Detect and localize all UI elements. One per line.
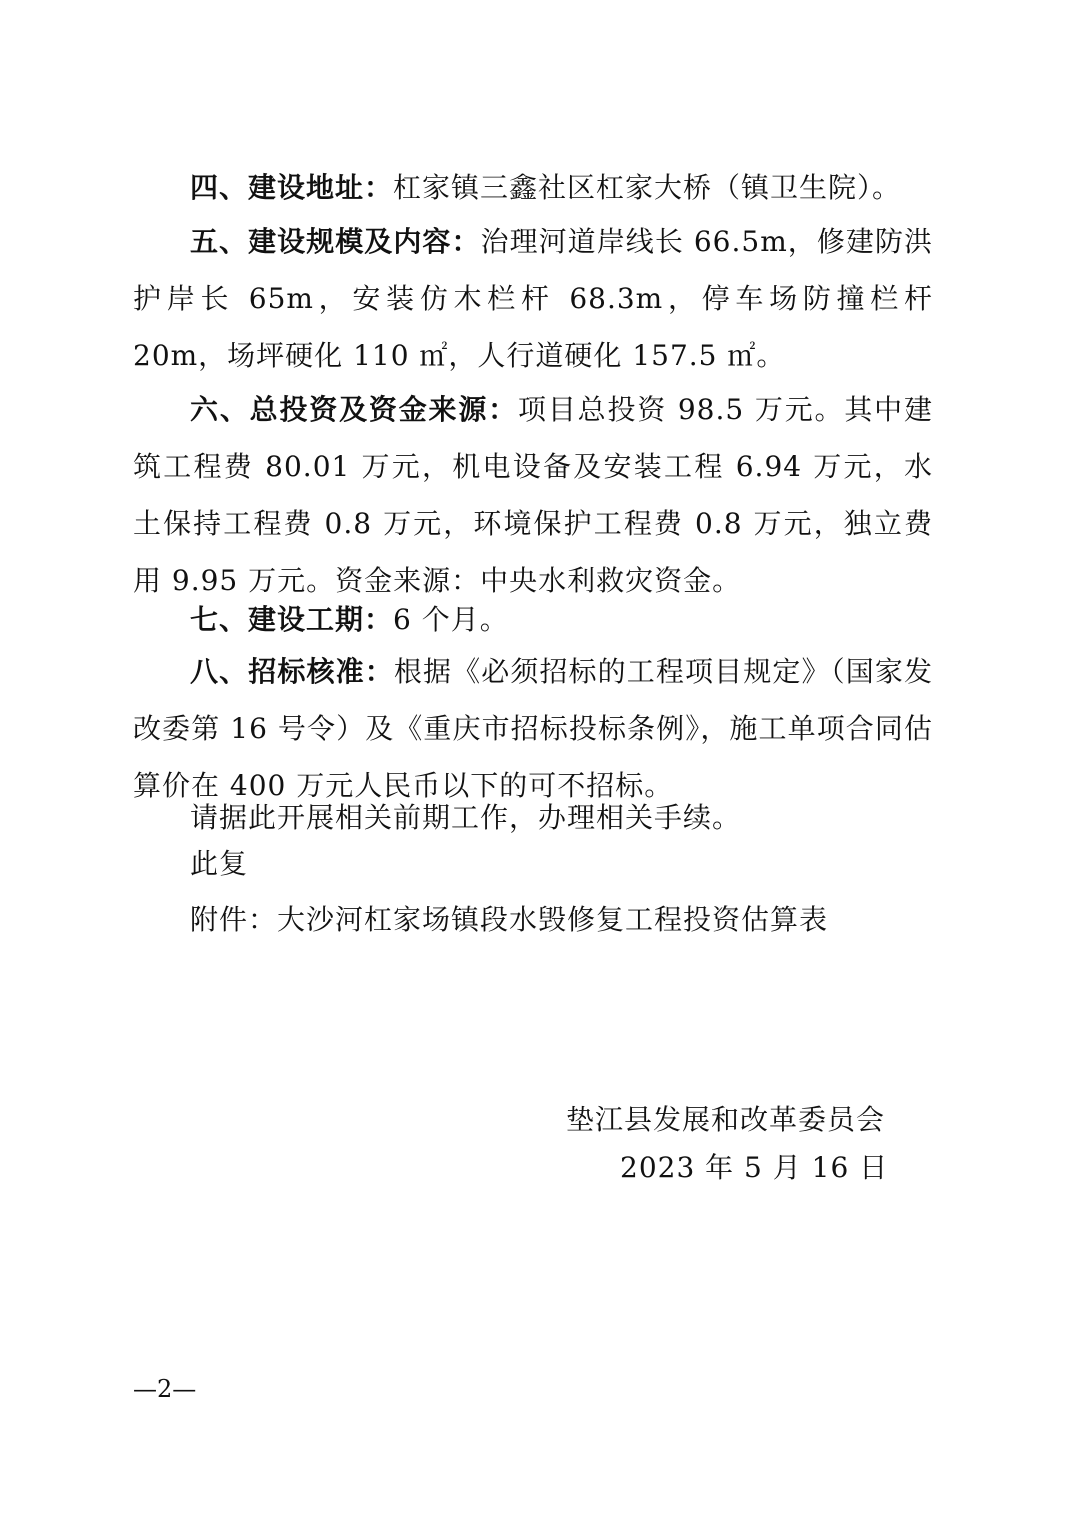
- section-construction-address: [133, 159, 933, 216]
- section-text: 治理河道岸线长 66.5m，修建防洪护岸长 65m，安装仿木栏杆 68.3m，停车场防撞栏杆 20m，场坪硬化 110 ㎡，人行道硬化 157.5 ㎡。: [133, 225, 933, 372]
- section-heading: 六、总投资及资金来源：: [190, 393, 519, 426]
- section-heading: 四、建设地址：: [190, 171, 394, 204]
- section-heading: 八、招标核准：: [190, 655, 394, 688]
- section-text: 根据《必须招标的工程项目规定》（国家发改委第 16 号令）及《重庆市招标投标条例》，施工单项合同估算价在 400 万元人民币以下的可不招标。: [133, 655, 933, 802]
- section-text: 杠家镇三鑫社区杠家大桥（镇卫生院）。: [393, 171, 902, 204]
- section-heading: 五、建设规模及内容：: [190, 225, 481, 258]
- attachment-text: 附件：大沙河杠家场镇段水毁修复工程投资估算表: [190, 903, 829, 936]
- signature-date: 2023 年 5 月 16 日: [620, 1151, 889, 1184]
- section-construction-period: [133, 591, 933, 648]
- funding-source: 资金来源：中央水利救灾资金。: [335, 564, 742, 597]
- section-heading: 七、建设工期：: [190, 603, 394, 636]
- section-text: 项目总投资 98.5 万元。其中建筑工程费 80.01 万元，机电设备及安装工程 6.94 万元，水土保持工程费 0.8 万元，环境保护工程费 0.8 万元，独立费用 9.95 万元。: [133, 393, 933, 597]
- reply-text: 此复: [190, 847, 249, 880]
- section-text: 6 个月。: [393, 603, 509, 636]
- page-number: —2—: [133, 1375, 197, 1403]
- signature-organization: 垫江县发展和改革委员会: [566, 1103, 886, 1136]
- instruction-text: 请据此开展相关前期工作，办理相关手续。: [190, 801, 742, 834]
- section-investment: [133, 381, 933, 609]
- section-construction-scale: [133, 213, 933, 384]
